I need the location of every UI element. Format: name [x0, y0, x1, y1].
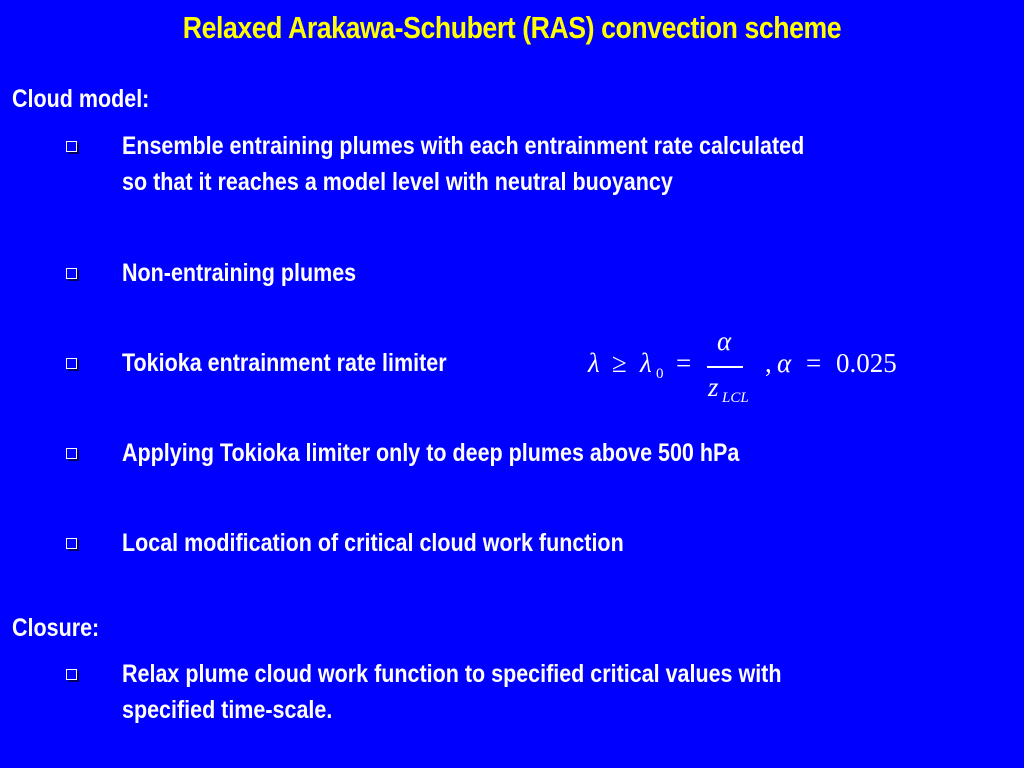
formula-equals-2: =: [806, 348, 822, 378]
formula-numerator-alpha: α: [717, 326, 732, 356]
checkbox-bullet-icon: [66, 669, 77, 680]
checkbox-bullet-icon: [66, 268, 77, 279]
section-heading-cloud-model: Cloud model:: [12, 85, 150, 113]
formula-comma: ,: [765, 348, 772, 378]
fraction-bar: [707, 366, 743, 368]
formula-sub-0: 0: [656, 366, 664, 382]
formula-geq: ≥: [612, 348, 627, 378]
bullet-text: [122, 435, 999, 471]
bullet-line: Relax plume cloud work function to specified critical values with: [122, 660, 782, 688]
bullet-text: [122, 128, 999, 200]
slide-title: Relaxed Arakawa-Schubert (RAS) convection scheme: [182, 10, 842, 45]
formula-sub-lcl: LCL: [722, 390, 749, 406]
tokioka-formula: [580, 328, 920, 414]
bullet-text: [122, 656, 999, 728]
bullet-line: Ensemble entraining plumes with each entrainment rate calculated: [122, 132, 805, 160]
formula-lambda: λ: [588, 348, 600, 378]
formula-alpha: α: [777, 348, 792, 378]
checkbox-bullet-icon: [66, 141, 77, 152]
bullet-line: so that it reaches a model level with neutral buoyancy: [122, 168, 673, 196]
formula-lambda0: λ: [640, 348, 652, 378]
checkbox-bullet-icon: [66, 358, 77, 369]
section-heading-closure: Closure:: [12, 614, 100, 642]
bullet-line: Tokioka entrainment rate limiter: [122, 349, 447, 377]
bullet-line: Non-entraining plumes: [122, 259, 357, 287]
checkbox-bullet-icon: [66, 538, 77, 549]
formula-denominator-z: z: [708, 372, 719, 402]
bullet-text: [122, 255, 999, 291]
bullet-line: Local modification of critical cloud work function: [122, 529, 624, 557]
checkbox-bullet-icon: [66, 448, 77, 459]
formula-value: 0.025: [836, 348, 897, 378]
bullet-line: Applying Tokioka limiter only to deep plumes above 500 hPa: [122, 439, 740, 467]
formula-equals-1: =: [676, 348, 692, 378]
bullet-text: [122, 525, 999, 561]
bullet-line: specified time-scale.: [122, 696, 333, 724]
